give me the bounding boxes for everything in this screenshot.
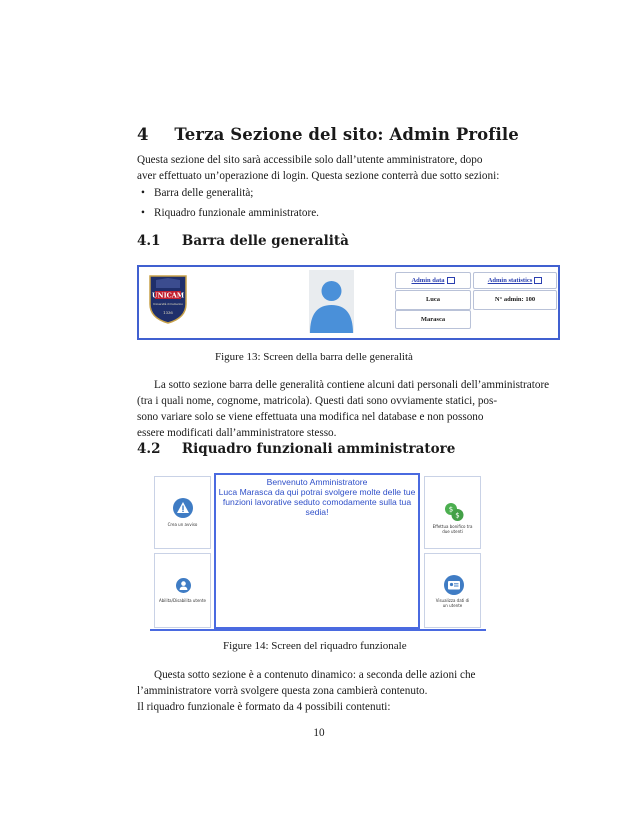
id-card-icon [444, 575, 464, 595]
tile-label-line: Effettua bonifico tra [432, 524, 473, 529]
subsection-number: 4.1 [137, 233, 161, 249]
tile-view-user-data[interactable] [424, 553, 481, 628]
welcome-message [216, 477, 418, 517]
figure-generalita-bar [137, 265, 560, 340]
para-line: essere modificati dall’amministratore stesso. [137, 427, 337, 439]
tile-label: Abilita/Disabilita utente [159, 598, 206, 603]
tile-transfer[interactable] [424, 476, 481, 549]
tile-toggle-user[interactable] [154, 553, 211, 628]
figure-14-caption: Figure 14: Screen del riquadro funzionale [223, 640, 407, 652]
section-title: Terza Sezione del sito: Admin Profile [174, 125, 519, 144]
welcome-line: Benvenuto Amministratore [266, 477, 368, 487]
warning-icon [173, 498, 193, 518]
intro-line: aver effettuato un’operazione di login. Questa sezione conterrà due sotto sezioni: [137, 170, 500, 182]
first-name-value: Luca [425, 296, 441, 303]
figure-riquadro-funzionale [150, 472, 486, 631]
admin-statistics-label: Admin statistics [487, 277, 533, 284]
welcome-line: sedia! [305, 507, 329, 517]
subsection-title: Riquadro funzionali amministratore [181, 441, 456, 457]
para-line: sono variare solo se viene effettuata una modifica nel database e non possono [137, 411, 484, 423]
para-line: l’amministratore vorrà svolgere questa zona cambierà contenuto. [137, 685, 428, 697]
tile-label-line: Visualizza dati di [435, 598, 470, 603]
bullet-item: • Barra delle generalità; [141, 187, 254, 199]
last-name-value: Marasca [420, 316, 446, 323]
para-line: Il riquadro funzionale è formato da 4 possibili contenuti: [137, 701, 391, 713]
admin-data-button[interactable] [395, 272, 471, 289]
figure-13-caption: Figure 13: Screen della barra delle generalità [215, 351, 413, 363]
svg-text:$: $ [455, 511, 460, 520]
tile-label-line: un utente [442, 603, 463, 608]
user-icon [176, 578, 191, 593]
bullet-item: • Riquadro funzionale amministratore. [141, 207, 319, 219]
para-line: Questa sotto sezione è a contenuto dinamico: a seconda delle azioni che [154, 669, 476, 681]
svg-text:$: $ [448, 505, 454, 514]
last-name-field [395, 310, 471, 329]
admin-number-field [473, 290, 557, 310]
subsection-number: 4.2 [137, 441, 161, 457]
para-line: La sotto sezione barra delle generalità contiene alcuni dati personali dell’amministratore [154, 379, 550, 391]
bullet-text: Riquadro funzionale amministratore. [154, 207, 319, 219]
subsection-heading [137, 233, 349, 249]
admin-data-label: Admin data [411, 277, 445, 284]
subsection-heading [137, 441, 455, 457]
welcome-line: Luca Marasca da qui potrai svolgere molte delle tue [218, 487, 416, 497]
tile-label [425, 598, 480, 608]
tile-label: Crea un avviso [167, 522, 198, 527]
section-heading [137, 125, 519, 144]
section-number: 4 [137, 125, 149, 144]
page-number: 10 [313, 727, 325, 739]
tile-create-notice[interactable] [154, 476, 211, 549]
first-name-field [395, 290, 471, 310]
avatar [309, 270, 354, 333]
logo-subtext: Università di Camerino [153, 303, 183, 306]
para-line: (tra i quali nome, cognome, matricola). Questi dati sono ovviamente statici, pos- [137, 395, 498, 407]
subsection-title: Barra delle generalità [181, 233, 349, 249]
tile-label-line: due utenti [442, 529, 463, 534]
bullet-text: Barra delle generalità; [154, 187, 254, 199]
logo-text: UNICAM [151, 291, 185, 300]
tile-label [425, 524, 480, 534]
welcome-panel [214, 473, 420, 629]
intro-line: Questa sezione del sito sarà accessibile solo dall’utente amministratore, dopo [137, 154, 483, 166]
admin-statistics-button[interactable] [473, 272, 557, 289]
sub2-paragraph [137, 667, 476, 715]
user-avatar-icon [309, 270, 354, 333]
welcome-line: funzioni lavorative seduto comodamente sulla tua [222, 497, 412, 507]
section-intro [137, 152, 499, 184]
sub1-paragraph [137, 377, 549, 441]
unicam-logo [148, 274, 188, 324]
figure-bottom-rule [150, 629, 486, 631]
admin-number-value: N° admin: 100 [494, 296, 536, 303]
card-icon [447, 277, 455, 284]
money-transfer-icon [444, 502, 464, 522]
logo-year: 1336 [163, 310, 173, 315]
chart-icon [534, 277, 542, 284]
